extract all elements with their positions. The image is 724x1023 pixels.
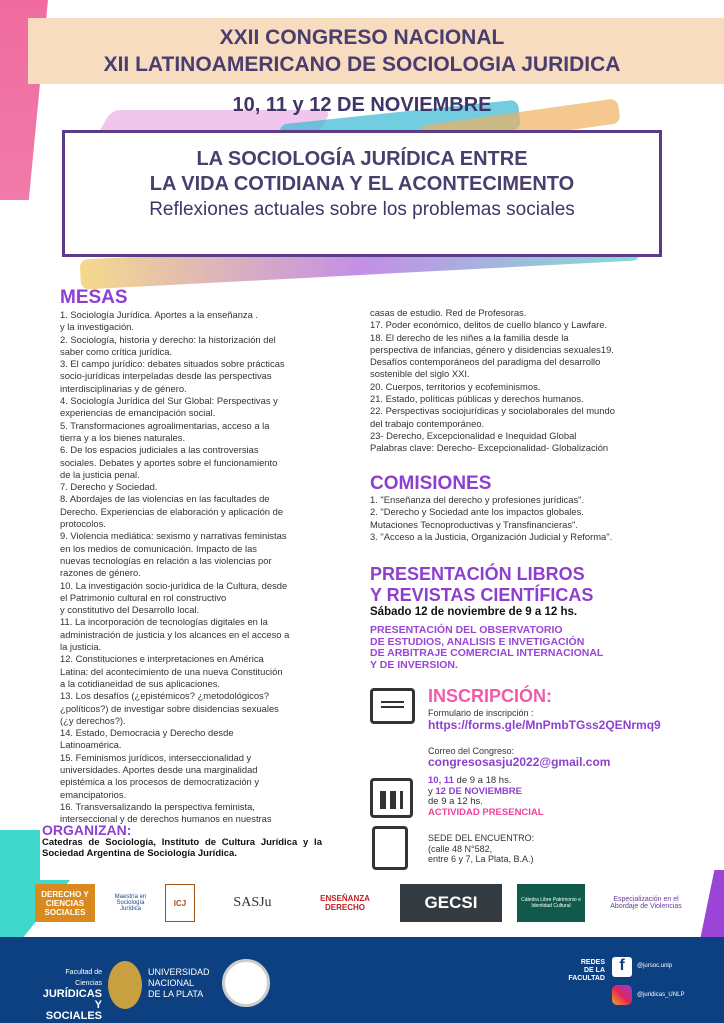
comision-line: 3. "Acceso a la Justicia, Organización Judicial y Reforma".	[370, 530, 613, 542]
mesa-line: 23- Derecho, Excepcionalidad e Inequidad Global	[370, 429, 577, 441]
day-2: 12 DE NOVIEMBRE	[435, 785, 522, 797]
mesa-line: sostenible del siglo XXI.	[370, 368, 470, 380]
mesa-line: 14. Estado, Democracia y Derecho desde	[60, 727, 234, 739]
logo-gecsi: GECSI	[400, 884, 502, 922]
congress-title-2: XII LATINOAMERICANO DE SOCIOLOGIA JURIDICA	[103, 53, 621, 76]
mesa-line: Derecho. Experiencias de elaboración y aplicación de	[60, 505, 284, 517]
mesa-line: Desafíos contemporáneos del paradigma del desarrollo	[370, 356, 601, 368]
mesa-line: socio-jurídicas interpeladas desde las perspectivas	[60, 370, 272, 382]
mesa-line: 6. De los espacios judiciales a las controversias	[60, 444, 259, 456]
mesa-line: interdisciplinarias y de género.	[60, 382, 187, 394]
mesa-line: tierra y a los bienes naturales.	[60, 431, 186, 443]
mesa-line: 20. Cuerpos, territorios y ecofeminismos.	[370, 380, 541, 392]
mesa-line: 15. Feminismos jurídicos, interseccionalidad y	[60, 751, 252, 763]
mesa-line: en los medios de comunicación. Impacto de las	[60, 542, 257, 554]
mesas-list-left	[60, 309, 350, 825]
logo-ensenanza: ENSEÑANZA DERECHO	[320, 894, 370, 912]
mesa-line: ¿políticos?) de investigar sobre disidencias sexuales	[60, 702, 279, 714]
schedule	[428, 776, 544, 818]
facebook-handle[interactable]: @jursoc.unlp	[637, 963, 673, 969]
comision-line: 2. "Derecho y Sociedad ante los impactos globales.	[370, 506, 584, 518]
redes-1: REDES	[580, 959, 605, 966]
mesa-line: a la cotidianeidad de sus aplicaciones.	[60, 677, 221, 689]
fac-line-3: Y SOCIALES	[45, 999, 102, 1022]
observatorio-line: DE ESTUDIOS, ANALISIS E INVETIGACIÓN	[370, 635, 585, 648]
mesa-line: 1. Sociología Jurídica. Aportes a la enseñanza .	[60, 309, 259, 320]
hours-2: de 9 a 12 hs.	[428, 796, 483, 807]
comision-line: Mutaciones Tecnoproductivas y Transfinancieras".	[370, 518, 578, 530]
mesa-line: del trabajo contemporáneo.	[370, 417, 485, 429]
venue-line: SEDE DEL ENCUENTRO:	[428, 833, 535, 843]
mesa-line: y constitutivo del Desarrollo local.	[60, 604, 200, 616]
and: y	[428, 785, 436, 797]
comisiones-list	[370, 494, 670, 543]
presentacion-title-2: Y REVISTAS CIENTÍFICAS	[370, 585, 594, 605]
mesa-line: saber como crítica jurídica.	[60, 345, 173, 357]
hours-1: de 9 a 18 hs.	[453, 775, 512, 786]
decor-purple-shape	[700, 870, 724, 940]
comisiones-heading: COMISIONES	[370, 473, 492, 494]
mesa-line: universidades. Aportes desde una marginalidad	[60, 763, 258, 775]
mesa-line: epistémica a los procesos de democratización y	[60, 776, 260, 788]
fac-line-1: Facultad de Ciencias	[65, 969, 102, 987]
unlp-name	[148, 967, 210, 1000]
notepad-pencil-icon	[372, 826, 408, 870]
mesa-line: Latinoamérica.	[60, 739, 122, 751]
observatorio-text	[370, 625, 603, 671]
mesa-line: 12. Constituciones e interpretaciones en América	[60, 653, 264, 665]
mesa-line: protocolos.	[60, 518, 106, 530]
facebook-icon[interactable]: f	[612, 957, 632, 977]
mesa-line: 22. Perspectivas sociojurídicas y sociolaborales del mundo	[370, 405, 615, 417]
theme-title-1: LA SOCIOLOGÍA JURÍDICA ENTRE	[196, 148, 528, 170]
certificate-icon	[370, 688, 415, 724]
mesa-line: Latina: del acontecimiento de una nueva Constitución	[60, 665, 283, 677]
organizan-text: Catedras de Sociología, Instituto de Cultura Jurídica y la Sociedad Argentina de Sociología Jurídica.	[42, 837, 322, 859]
mesa-line: 10. La investigación socio-jurídica de la Cultura, desde	[60, 579, 288, 591]
mesa-line: 8. Abordajes de las violencias en las facultades de	[60, 493, 270, 505]
theme-box	[62, 130, 662, 257]
instagram-handle[interactable]: @juridicas_UNLP	[637, 992, 685, 998]
presentacion-title-1: PRESENTACIÓN LIBROS	[370, 564, 585, 584]
comision-line: 1. "Enseñanza del derecho y profesiones jurídicas".	[370, 494, 585, 505]
redes-2: DE LA	[584, 967, 605, 974]
form-link[interactable]: https://forms.gle/MnPmbTGss2QENrmq9	[428, 718, 661, 732]
logo-revista-derecho: DERECHO Y CIENCIAS SOCIALES	[35, 884, 95, 922]
unlp-1: UNIVERSIDAD	[148, 967, 210, 977]
facultad-logo	[40, 967, 102, 1022]
mesa-line: 11. La incorporación de tecnologías digitales en la	[60, 616, 268, 628]
logo-especializacion: Especialización en el Abordaje de Violencias	[610, 896, 682, 910]
instagram-icon[interactable]	[612, 985, 632, 1005]
fac-line-2: JURÍDICAS	[42, 988, 102, 1000]
mesa-line: (¿y derechos?).	[60, 714, 126, 726]
footer	[0, 937, 724, 1023]
mesa-line: experiencias de emancipación social.	[60, 407, 216, 419]
redes-label	[560, 959, 605, 983]
event-dates: 10, 11 y 12 DE NOVIEMBRE	[232, 94, 492, 116]
presentacion-date: Sábado 12 de noviembre de 9 a 12 hs.	[370, 606, 578, 618]
unlp-3: DE LA PLATA	[148, 989, 204, 999]
presentacion-heading	[370, 564, 593, 606]
mesa-line: casas de estudio. Red de Profesoras.	[370, 307, 527, 318]
inscripcion-heading: INSCRIPCIÓN:	[428, 686, 553, 706]
mesa-line: 13. Los desafíos (¿epistémicos? ¿metodológicos?	[60, 690, 269, 702]
logo-sasju: SASJu	[233, 895, 272, 910]
venue-line: (calle 48 N°582,	[428, 843, 493, 854]
congress-title-1: XXII CONGRESO NACIONAL	[219, 26, 505, 49]
mail-link[interactable]: congresosasju2022@gmail.com	[428, 755, 611, 769]
unlp-2: NACIONAL	[148, 978, 195, 988]
mesa-line: y la investigación.	[60, 321, 134, 333]
mesa-line: el Patrimonio cultural en rol constructivo	[60, 591, 227, 603]
mesa-line: razones de género.	[60, 567, 141, 579]
mesa-line: administración de justicia y los alcances en el acceso a	[60, 628, 290, 640]
theme-subtitle: Reflexiones actuales sobre los problemas sociales	[149, 199, 575, 220]
mesa-line: Palabras clave: Derecho- Excepcionalidad- Globalización	[370, 442, 609, 454]
mesas-list-right	[370, 307, 670, 455]
mesa-line: sociales. Debates y aportes sobre el funcionamiento	[60, 456, 278, 468]
logo-maestria: Maestría en Sociología Jurídica	[114, 894, 147, 912]
modality: ACTIVIDAD PRESENCIAL	[428, 806, 544, 818]
mesa-line: la justicia.	[60, 641, 102, 653]
mesas-heading: MESAS	[60, 287, 128, 308]
mesa-line: 21. Estado, políticas públicas y derechos humanos.	[370, 393, 584, 405]
logo-catedra-patrimonio: Cátedra Libre Patrimonio e Identidad Cultural	[517, 884, 585, 922]
observatorio-line: PRESENTACIÓN DEL OBSERVATORIO	[370, 624, 563, 636]
mesa-line: 2. Sociología, historia y derecho: la historización del	[60, 333, 276, 345]
mesa-line: 17. Poder económico, delitos de cuello blanco y Lawfare.	[370, 319, 608, 331]
mesa-line: 7. Derecho y Sociedad.	[60, 481, 158, 493]
mesa-line: 3. El campo jurídico: debates situados sobre prácticas	[60, 358, 285, 370]
venue-line: entre 6 y 7, La Plata, B.A.)	[428, 854, 534, 864]
mesa-line: perspectiva de infancias, género y disidencias sexuales19.	[370, 343, 614, 355]
mesa-line: nuevas tecnologías en relación a las violencias por	[60, 554, 272, 566]
days-1: 10, 11	[428, 775, 454, 786]
mesa-line: 4. Sociología Jurídica del Sur Global: Perspectivas y	[60, 395, 278, 407]
redes-3: FACULTAD	[568, 975, 605, 982]
mail-label: Correo del Congreso:	[428, 746, 515, 756]
colegio-abogados-seal-icon	[222, 959, 270, 1007]
mesa-line: 5. Transformaciones agroalimentarias, acceso a la	[60, 419, 270, 431]
theme-title-2: LA VIDA COTIDIANA Y EL ACONTECIMENTO	[149, 173, 575, 195]
mesa-line: 16. Transversalizando la perspectiva feminista,	[60, 800, 255, 812]
form-label: Formulario de inscripción :	[428, 708, 534, 718]
venue	[428, 833, 534, 865]
calendar-icon	[370, 778, 413, 818]
organizan-heading: ORGANIZAN:	[42, 822, 132, 838]
mesa-line: emancipatorios.	[60, 788, 127, 800]
logo-icj: ICJ	[165, 884, 195, 922]
mesa-line: 18. El derecho de les niñes a la familia desde la	[370, 331, 569, 343]
observatorio-line: Y DE INVERSION.	[370, 658, 458, 671]
unlp-seal-icon	[108, 961, 142, 1009]
observatorio-line: DE ARBITRAJE COMERCIAL INTERNACIONAL	[370, 647, 604, 659]
mesa-line: de la justicia penal.	[60, 468, 140, 480]
mesa-line: interseccional y de derechos humanos en nuestras	[60, 813, 272, 825]
mesa-line: 9. Violencia mediática: sexismo y narrativas feministas	[60, 530, 287, 542]
